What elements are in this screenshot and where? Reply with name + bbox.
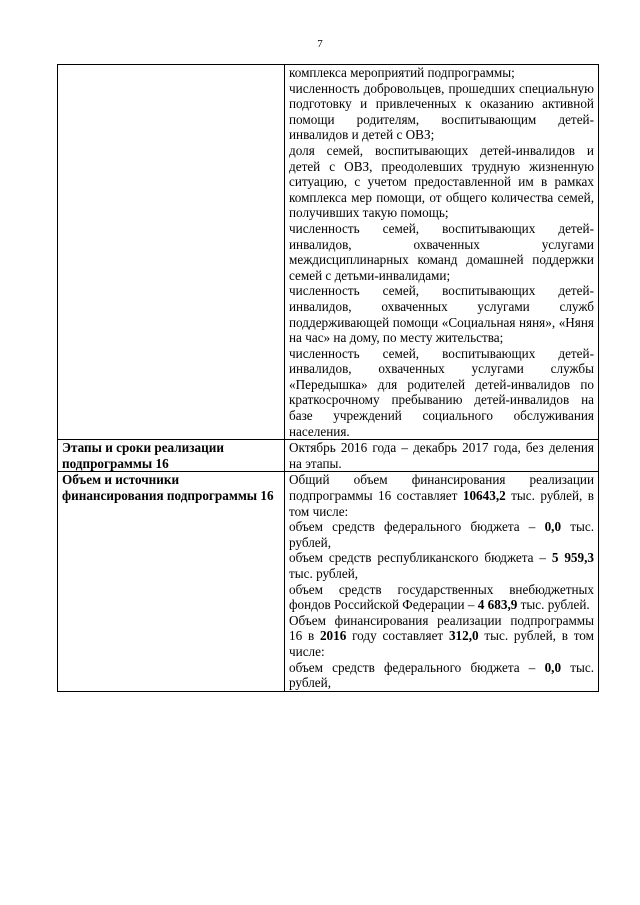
row-label-cell: [58, 65, 285, 440]
text-span: объем средств государственных внебюджетных фондов Российской Федерации –: [289, 581, 594, 613]
amount-value: 0,0: [544, 519, 562, 535]
table-row: [58, 472, 599, 691]
indicator-text: численность семей, воспитывающих детей-инвалидов, охваченных услугами службы «Передышка» для родителей детей-инвалидов по краткосрочному пребыванию детей-инвалидов на базе учреждений социального обслуживания населения.: [289, 345, 594, 439]
amount-value: 4 683,9: [477, 597, 518, 613]
page-number: 7: [317, 38, 323, 50]
row-label-cell: [58, 472, 285, 691]
indicator-text: численность семей, воспитывающих детей-инвалидов, охваченных услугами междисциплинарных команд домашней поддержки семей с детьми-инвалидами;: [289, 220, 594, 283]
amount-value: 5 959,3: [551, 550, 594, 566]
text-span: тыс. рублей,: [289, 566, 359, 581]
stages-cell: [285, 440, 599, 472]
indicator-text: доля семей, воспитывающих детей-инвалидов и детей с ОВЗ, преодолевших трудную жизненную ситуацию, с учетом предоставленной им в рамках комплекса мер помощи, от общего количества семей, получивших такую помощь;: [289, 142, 594, 221]
indicator-text: численность семей, воспитывающих детей-инвалидов, охваченных услугами служб поддерживающей помощи «Социальная няня», «Няня на час» на дому, по месту жительства;: [289, 283, 594, 346]
text-span: тыс. рублей, в том числе:: [289, 488, 595, 519]
indicators-cell: [285, 65, 599, 440]
financing-paragraph: [289, 613, 594, 660]
amount-value: 312,0: [448, 628, 479, 644]
stages-label: Этапы и сроки реализации подпрограммы 16: [62, 440, 224, 471]
financing-cell: [285, 472, 599, 691]
text-span: Объем финансирования реализации подпрограммы 16 в: [289, 612, 594, 644]
program-passport-table: [57, 64, 599, 692]
text-span: объем средств республиканского бюджета –: [289, 550, 552, 566]
year-value: 2016: [319, 628, 347, 644]
financing-label: Объем и источники финансирования подпрограммы 16: [62, 472, 274, 504]
indicator-text: численность добровольцев, прошедших специальную подготовку и привлеченных к оказанию активной помощи родителям, воспитывающим детей-инвалидов и детей с ОВЗ;: [289, 80, 594, 143]
text-span: Общий объем финансирования реализации подпрограммы 16 составляет: [289, 472, 594, 504]
financing-paragraph: [289, 582, 594, 613]
row-label-cell: [58, 440, 285, 472]
table-row: [58, 65, 599, 440]
financing-paragraph: [289, 472, 594, 519]
text-span: тыс. рублей,: [289, 519, 594, 550]
amount-value: 10643,2: [462, 488, 506, 504]
text-span: тыс. рублей,: [289, 659, 594, 691]
text-span: объем средств федерального бюджета –: [289, 519, 545, 535]
amount-value: 0,0: [544, 659, 562, 675]
text-span: тыс. рублей.: [517, 597, 590, 613]
text-span: тыс. рублей, в том числе:: [289, 628, 594, 659]
table-row: [58, 440, 599, 472]
financing-paragraph: [289, 550, 594, 581]
text-span: году составляет: [346, 628, 449, 644]
text-span: объем средств федерального бюджета –: [289, 659, 545, 675]
financing-paragraph: [289, 660, 594, 691]
indicator-text: комплекса мероприятий подпрограммы;: [289, 65, 515, 80]
financing-paragraph: [289, 519, 594, 550]
stages-text: Октябрь 2016 года – декабрь 2017 года, без деления на этапы.: [289, 440, 594, 471]
